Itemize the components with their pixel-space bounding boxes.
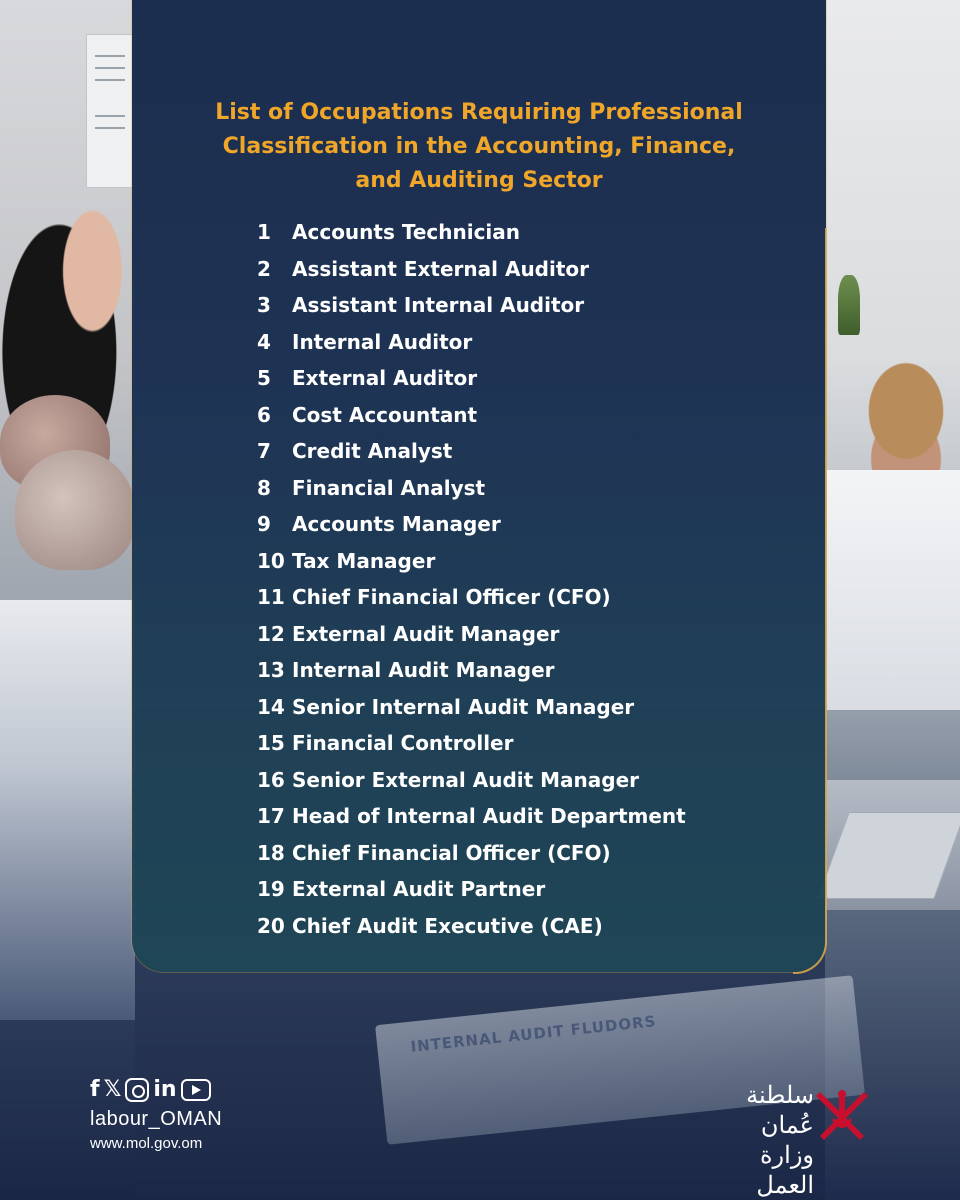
item-label: Accounts Technician [292, 220, 521, 245]
item-label: Tax Manager [292, 548, 436, 573]
item-number: 3 [257, 293, 271, 318]
list-item [257, 835, 686, 872]
item-label: Chief Financial Officer (CFO) [292, 585, 611, 610]
item-label: Senior External Audit Manager [292, 767, 640, 792]
item-number: 15 [257, 731, 285, 756]
background-person-turban [15, 450, 135, 570]
list-item [257, 433, 686, 470]
item-label: External Audit Partner [292, 877, 546, 902]
list-item [257, 762, 686, 799]
facebook-icon[interactable]: f [90, 1077, 100, 1102]
item-number: 4 [257, 329, 271, 354]
item-number: 16 [257, 767, 285, 792]
social-icons [90, 1076, 222, 1104]
list-item [257, 579, 686, 616]
social-handle[interactable]: labour_OMAN [90, 1108, 223, 1130]
page-title [132, 96, 826, 198]
list-item [257, 908, 686, 945]
item-label: Chief Audit Executive (CAE) [292, 913, 603, 938]
list-item [257, 214, 686, 251]
item-number: 7 [257, 439, 271, 464]
title-line: and Auditing Sector [355, 168, 603, 193]
background-person-robe [825, 470, 960, 710]
instagram-icon[interactable] [125, 1078, 149, 1102]
item-label: Internal Auditor [292, 329, 473, 354]
social-block [90, 1076, 222, 1152]
item-label: Financial Controller [292, 731, 514, 756]
item-label: External Auditor [292, 366, 478, 391]
background-document-title: INTERNAL AUDIT FLUDORS [409, 1012, 658, 1056]
list-item [257, 616, 686, 653]
list-item [257, 251, 686, 288]
item-number: 19 [257, 877, 285, 902]
list-item [257, 798, 686, 835]
item-label: Cost Accountant [292, 402, 478, 427]
item-number: 8 [257, 475, 271, 500]
list-item [257, 397, 686, 434]
item-number: 6 [257, 402, 271, 427]
occupation-list [257, 214, 686, 944]
item-label: Accounts Manager [292, 512, 501, 537]
item-number: 18 [257, 840, 285, 865]
item-number: 2 [257, 256, 271, 281]
background-person-robe [0, 600, 135, 1020]
youtube-icon[interactable] [181, 1079, 211, 1101]
item-number: 11 [257, 585, 285, 610]
list-item [257, 543, 686, 580]
item-number: 10 [257, 548, 285, 573]
title-line: Classification in the Accounting, Finance, [222, 134, 736, 159]
item-label: Credit Analyst [292, 439, 453, 464]
wall-frame [86, 34, 134, 188]
website-link[interactable]: www.mol.gov.om [90, 1135, 203, 1152]
item-label: Financial Analyst [292, 475, 486, 500]
list-item [257, 652, 686, 689]
logo-line: سلطنة عُمان [746, 1081, 814, 1139]
item-label: Head of Internal Audit Department [292, 804, 686, 829]
oman-emblem-icon [814, 1084, 870, 1144]
item-label: Internal Audit Manager [292, 658, 555, 683]
list-item [257, 689, 686, 726]
x-icon[interactable]: 𝕏 [103, 1077, 122, 1102]
list-item [257, 725, 686, 762]
item-number: 20 [257, 913, 285, 938]
item-number: 5 [257, 366, 271, 391]
item-label: External Audit Manager [292, 621, 560, 646]
logo-line: وزارة العمل [756, 1141, 814, 1199]
item-label: Assistant Internal Auditor [292, 293, 585, 318]
list-item [257, 324, 686, 361]
ministry-logo-text [704, 1080, 814, 1200]
list-item [257, 470, 686, 507]
item-label: Senior Internal Audit Manager [292, 694, 635, 719]
linkedin-icon[interactable]: in [153, 1077, 177, 1102]
item-number: 17 [257, 804, 285, 829]
list-item [257, 871, 686, 908]
item-number: 12 [257, 621, 285, 646]
item-label: Assistant External Auditor [292, 256, 590, 281]
item-number: 14 [257, 694, 285, 719]
title-line: List of Occupations Requiring Professional [215, 100, 743, 125]
item-label: Chief Financial Officer (CFO) [292, 840, 611, 865]
item-number: 9 [257, 512, 271, 537]
list-item [257, 287, 686, 324]
list-item [257, 506, 686, 543]
item-number: 1 [257, 220, 271, 245]
background-plant [838, 275, 860, 335]
item-number: 13 [257, 658, 285, 683]
list-item [257, 360, 686, 397]
